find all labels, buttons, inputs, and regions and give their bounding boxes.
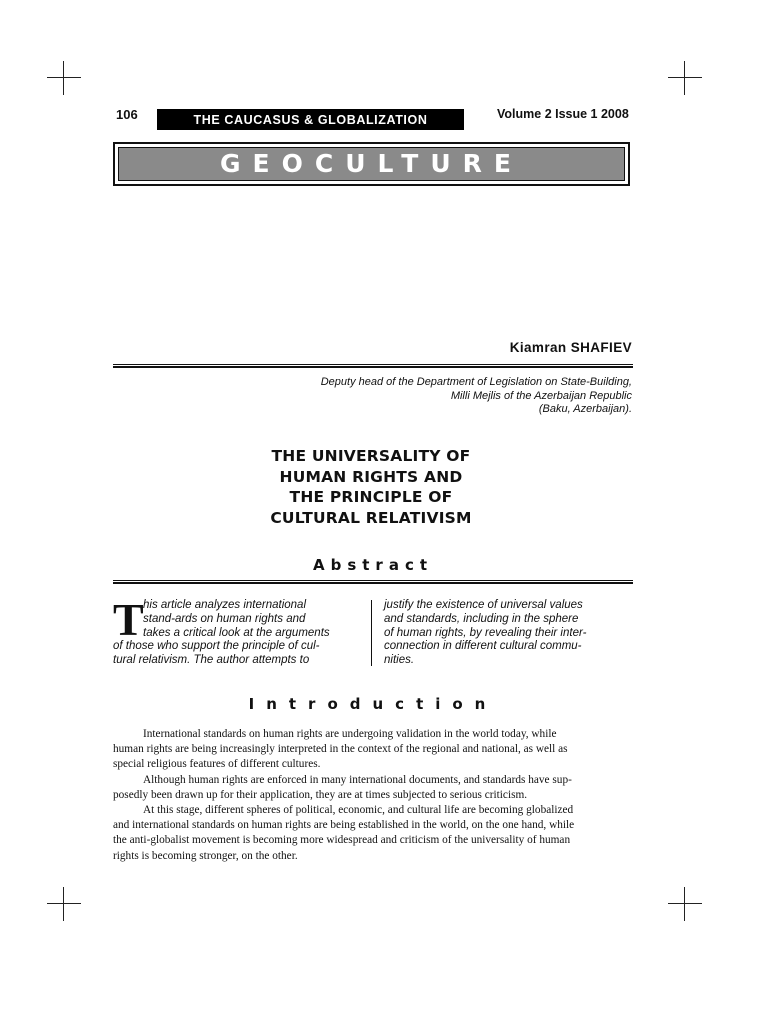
drop-cap: T (113, 594, 144, 645)
abstract-line: takes a critical look at the arguments (143, 626, 330, 639)
abstract-line: stand-ards on human rights and (143, 612, 306, 625)
body-line: and international standards on human rights are being established in the world, on the one hand, while (113, 819, 575, 832)
body-line: Although human rights are enforced in many international documents, and standards have sup- (143, 773, 572, 786)
body-line: rights is becoming stronger, on the other. (113, 849, 298, 862)
affiliation-line: (Baku, Azerbaijan). (538, 403, 632, 415)
journal-title: THE CAUCASUS & GLOBALIZATION (157, 109, 464, 130)
title-line: THE UNIVERSALITY OF (271, 447, 471, 465)
section-banner-label: GEOCULTURE (220, 149, 523, 178)
abstract-left-column (113, 594, 365, 668)
volume-issue: Volume 2 Issue 1 2008 (497, 107, 629, 121)
author-affiliation (212, 376, 632, 417)
abstract-line: of human rights, by revealing their inter- (384, 626, 587, 639)
introduction-body (113, 727, 633, 864)
abstract-right-column (384, 599, 634, 668)
body-line: human rights are being increasingly interpreted in the context of the regional and national, as well as (113, 743, 568, 756)
introduction-heading: Introduction (248, 695, 498, 713)
abstract-rule (113, 580, 633, 584)
crop-mark-top-left (47, 61, 81, 95)
abstract-line: tural relativism. The author attempts to (113, 654, 310, 667)
abstract-line: and standards, including in the sphere (384, 612, 579, 625)
article-title (220, 446, 522, 528)
abstract-line: nities. (384, 654, 415, 667)
title-line: THE PRINCIPLE OF (289, 488, 453, 506)
page-number: 106 (116, 107, 138, 122)
title-line: CULTURAL RELATIVISM (270, 508, 472, 527)
abstract-line: connection in different cultural commu- (384, 640, 582, 653)
affiliation-line: Deputy head of the Department of Legislation on State-Building, (320, 376, 632, 388)
abstract-line: justify the existence of universal values (384, 599, 583, 611)
column-divider (371, 600, 372, 666)
body-line: special religious features of different cultures. (113, 758, 321, 771)
author-rule (113, 364, 633, 368)
title-line: HUMAN RIGHTS AND (279, 467, 463, 486)
crop-mark-bottom-right (668, 887, 702, 921)
author-name: Kiamran SHAFIEV (509, 340, 632, 355)
body-line: At this stage, different spheres of political, economic, and cultural life are becoming globalized (143, 804, 574, 817)
crop-mark-bottom-left (47, 887, 81, 921)
affiliation-line: Milli Mejlis of the Azerbaijan Republic (450, 389, 632, 402)
crop-mark-top-right (668, 61, 702, 95)
body-line: posedly been drawn up for their application, they are at times subjected to serious criticism. (113, 788, 528, 801)
abstract-line: his article analyzes international (143, 599, 307, 611)
section-banner (113, 142, 630, 186)
body-line: the anti-globalist movement is becoming more widespread and criticism of the universality of human (113, 834, 571, 847)
abstract-heading: Abstract (312, 556, 434, 574)
body-line: International standards on human rights are undergoing validation in the world today, while (143, 728, 557, 740)
abstract-line: of those who support the principle of cul- (113, 640, 320, 653)
